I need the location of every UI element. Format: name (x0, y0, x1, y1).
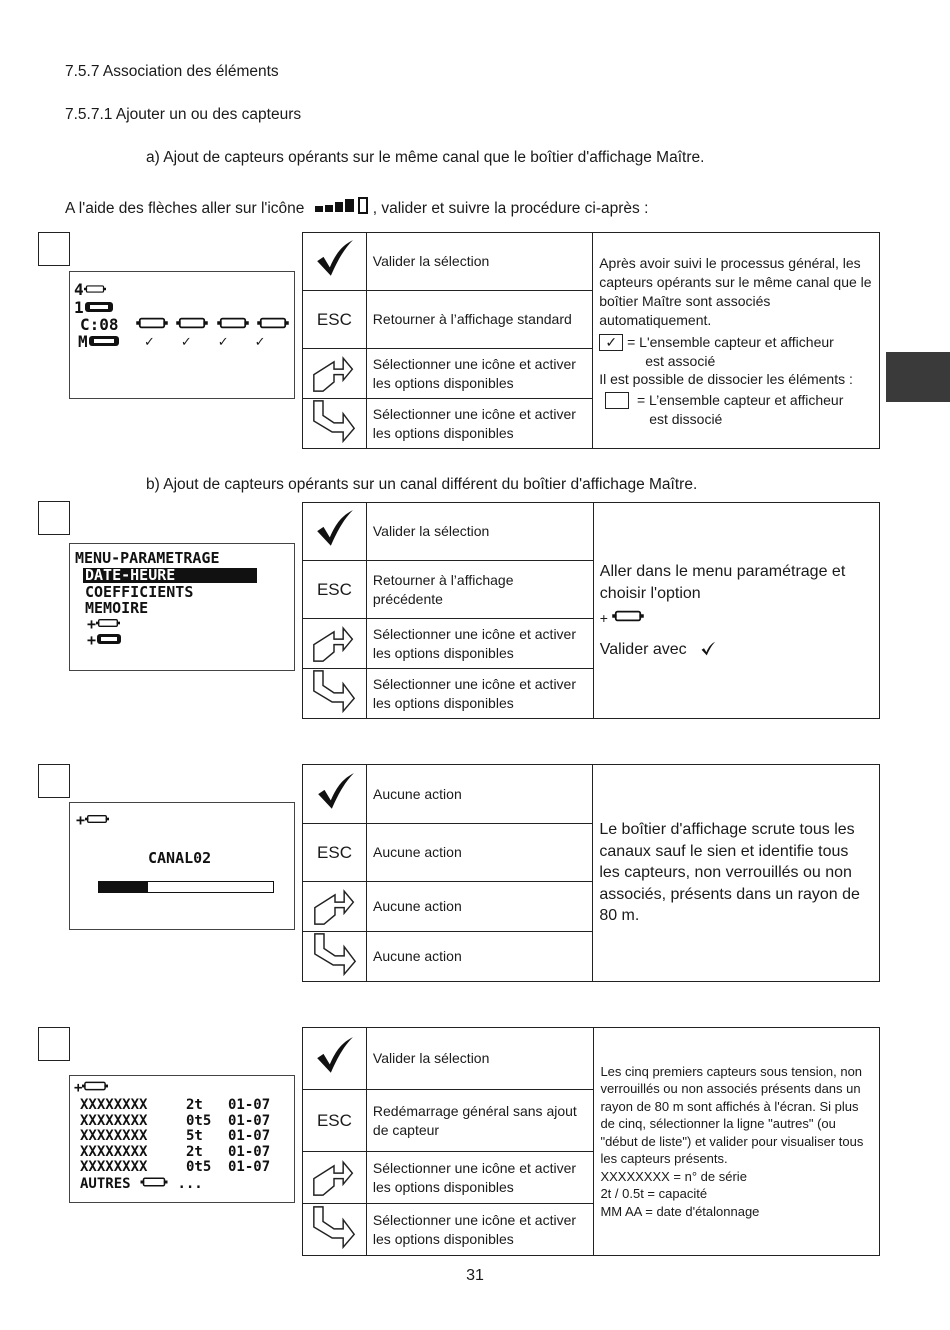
checked-box-icon: ✓ (599, 334, 623, 351)
info-paragraph: Les cinq premiers capteurs sous tension, non verrouillés ou non associés présents dans un rayon de 80 m sont affichés à l'écran. Si plus de cinq, sélectionner la ligne "autres" (ou "début de liste") et valider pour visualiser tous les capteurs présents. (600, 1063, 864, 1167)
step-4-info (594, 1028, 880, 1256)
validate-check-icon (313, 1035, 355, 1077)
action-none: Aucune action (367, 932, 593, 982)
step-2-info (593, 503, 879, 719)
arrow-up-right-icon (312, 1153, 356, 1197)
lcd-menu-title: MENU-PARAMETRAGE (75, 549, 220, 567)
info-dissociate: Il est possible de dissocier les éléments : (599, 370, 853, 387)
arrow-down-right-icon (312, 1205, 356, 1249)
sensor-icon (139, 1176, 169, 1188)
info-validate: Valider avec (600, 639, 873, 661)
action-escape: Retourner à l’affichage standard (366, 291, 592, 349)
lcd-menu-add-sensor[interactable]: + (87, 616, 120, 632)
step-1-info (593, 233, 880, 449)
step-2-table (302, 502, 880, 719)
action-none: Aucune action (367, 824, 593, 882)
arrow-up-right-icon (312, 619, 356, 663)
info-paragraph: Le boîtier d'affichage scrute tous les canaux sauf le sien et identifie tous les capteurs, non verrouillés ou non associés, présents dans un rayon de 80 m. (599, 821, 860, 925)
page-number: 31 (466, 1267, 484, 1284)
action-validate: Valider la sélection (366, 233, 592, 291)
lcd-screen-step-3 (69, 802, 295, 930)
step-3-table (302, 764, 880, 982)
intro-text-after: , valider et suivre la procédure ci-après : (372, 200, 649, 217)
sensor-icon (96, 617, 120, 629)
action-select-down: Sélectionner une icône et activer les options disponibles (366, 1204, 594, 1256)
action-none: Aucune action (367, 765, 593, 824)
sensor-icon (255, 316, 291, 330)
lcd-sensor-row[interactable]: XXXXXXXX 2t 01-07 (80, 1097, 271, 1113)
action-select-up: Sélectionner une icône et activer les options disponibles (366, 349, 592, 399)
master-unit-icon (88, 335, 120, 347)
info-option: + (600, 607, 873, 629)
heading-subsection: 7.5.7.1 Ajouter un ou des capteurs (65, 106, 302, 123)
sensor-icon (84, 283, 106, 295)
esc-key-label: ESC (303, 561, 367, 619)
sensor-icon (612, 609, 644, 623)
action-escape: Retourner à l’affichage précédente (366, 561, 593, 619)
step-1-table (302, 232, 880, 449)
sensor-icon (174, 316, 210, 330)
info-dissociated-cont: est dissocié (649, 410, 723, 427)
action-select-down: Sélectionner une icône et activer les options disponibles (366, 669, 593, 719)
info-serial: XXXXXXXX = n° de série (600, 1168, 747, 1184)
lcd-sensor-row[interactable]: XXXXXXXX 0t5 01-07 (80, 1112, 271, 1129)
arrow-up-right-icon (313, 882, 357, 926)
action-restart: Redémarrage général sans ajout de capteur (366, 1090, 594, 1152)
sensor-icon (82, 1080, 108, 1092)
lcd-channel-label: CANAL02 (148, 849, 212, 867)
section-side-tab (886, 352, 950, 402)
lcd-sensor-row[interactable]: XXXXXXXX 0t5 01-07 (80, 1159, 271, 1175)
info-associated: ✓ = L'ensemble capteur et afficheur (599, 333, 873, 352)
step-3-box (38, 764, 70, 798)
step-1-box (38, 232, 70, 266)
lcd-menu-date-heure[interactable]: DATE-HEURE (83, 568, 257, 583)
scan-progress-bar (98, 881, 274, 893)
lcd-line: + (74, 1080, 108, 1096)
step-3-info (593, 765, 880, 982)
intro-text-before: A l'aide des flèches aller sur l'icône (65, 200, 305, 217)
sensor-list (134, 316, 291, 335)
info-paragraph: Après avoir suivi le processus général, les capteurs opérants sur le même canal que le boîtier Maître sont associés automatiquement. (599, 254, 872, 328)
lcd-sensor-row[interactable]: XXXXXXXX 2t 01-07 (80, 1143, 271, 1160)
lcd-line: + (76, 811, 109, 829)
arrow-down-right-icon (313, 932, 357, 976)
lcd-autres-row[interactable]: AUTRES ... (80, 1175, 203, 1192)
lcd-line: M (78, 332, 120, 351)
step-2-box (38, 501, 70, 535)
lcd-sensor-row[interactable]: XXXXXXXX 5t 01-07 (80, 1128, 271, 1144)
lcd-line: 1 (74, 298, 114, 317)
scan-progress-fill (99, 882, 148, 892)
check-icon (699, 641, 717, 657)
action-select-up: Sélectionner une icône et activer les options disponibles (366, 1152, 594, 1204)
lcd-menu-coefficients[interactable]: COEFFICIENTS (85, 583, 194, 601)
heading-section: 7.5.7 Association des éléments (65, 63, 279, 80)
association-checks: ✓✓✓✓ (144, 334, 292, 349)
step-4-box (38, 1027, 70, 1061)
intro-instruction (65, 197, 648, 220)
signal-bars-icon (313, 197, 371, 220)
esc-key-label: ESC (303, 291, 367, 349)
lcd-menu-add-display[interactable]: + (87, 632, 122, 648)
info-calibration: MM AA = date d'étalonnage (600, 1203, 760, 1219)
step-4-table (302, 1027, 880, 1256)
esc-key-label: ESC (303, 824, 367, 882)
lcd-sensor-list (80, 1098, 270, 1192)
validate-check-icon (314, 771, 356, 813)
info-dissociated: = L’ensemble capteur et afficheur (599, 391, 873, 410)
info-associated-cont: est associé (645, 352, 716, 369)
display-unit-icon (96, 633, 122, 645)
empty-box-icon (605, 392, 629, 409)
action-validate: Valider la sélection (366, 503, 593, 561)
lcd-screen-step-4 (69, 1075, 295, 1203)
display-unit-icon (84, 301, 114, 313)
section-a-title: a) Ajout de capteurs opérants sur le même canal que le boîtier d'affichage Maître. (146, 149, 705, 166)
action-validate: Valider la sélection (366, 1028, 594, 1090)
validate-check-icon (313, 508, 355, 550)
lcd-screen-step-2 (69, 543, 295, 671)
action-none: Aucune action (367, 882, 593, 932)
arrow-down-right-icon (312, 399, 356, 443)
action-select-up: Sélectionner une icône et activer les options disponibles (366, 619, 593, 669)
info-paragraph: Aller dans le menu paramétrage et choisir l'option (599, 562, 846, 602)
validate-check-icon (313, 238, 355, 280)
section-b-title: b) Ajout de capteurs opérants sur un canal différent du boîtier d'affichage Maître. (146, 476, 698, 493)
lcd-line: 4 (74, 280, 106, 299)
sensor-icon (215, 316, 251, 330)
lcd-channel: C:08 (80, 315, 119, 334)
action-select-down: Sélectionner une icône et activer les options disponibles (366, 399, 592, 449)
arrow-up-right-icon (312, 349, 356, 393)
sensor-icon (134, 316, 170, 330)
esc-key-label: ESC (303, 1090, 367, 1152)
arrow-down-right-icon (312, 669, 356, 713)
lcd-menu-memoire[interactable]: MEMOIRE (85, 599, 149, 617)
info-capacity: 2t / 0.5t = capacité (600, 1186, 708, 1202)
sensor-icon (85, 813, 109, 825)
lcd-screen-step-1 (69, 271, 295, 399)
